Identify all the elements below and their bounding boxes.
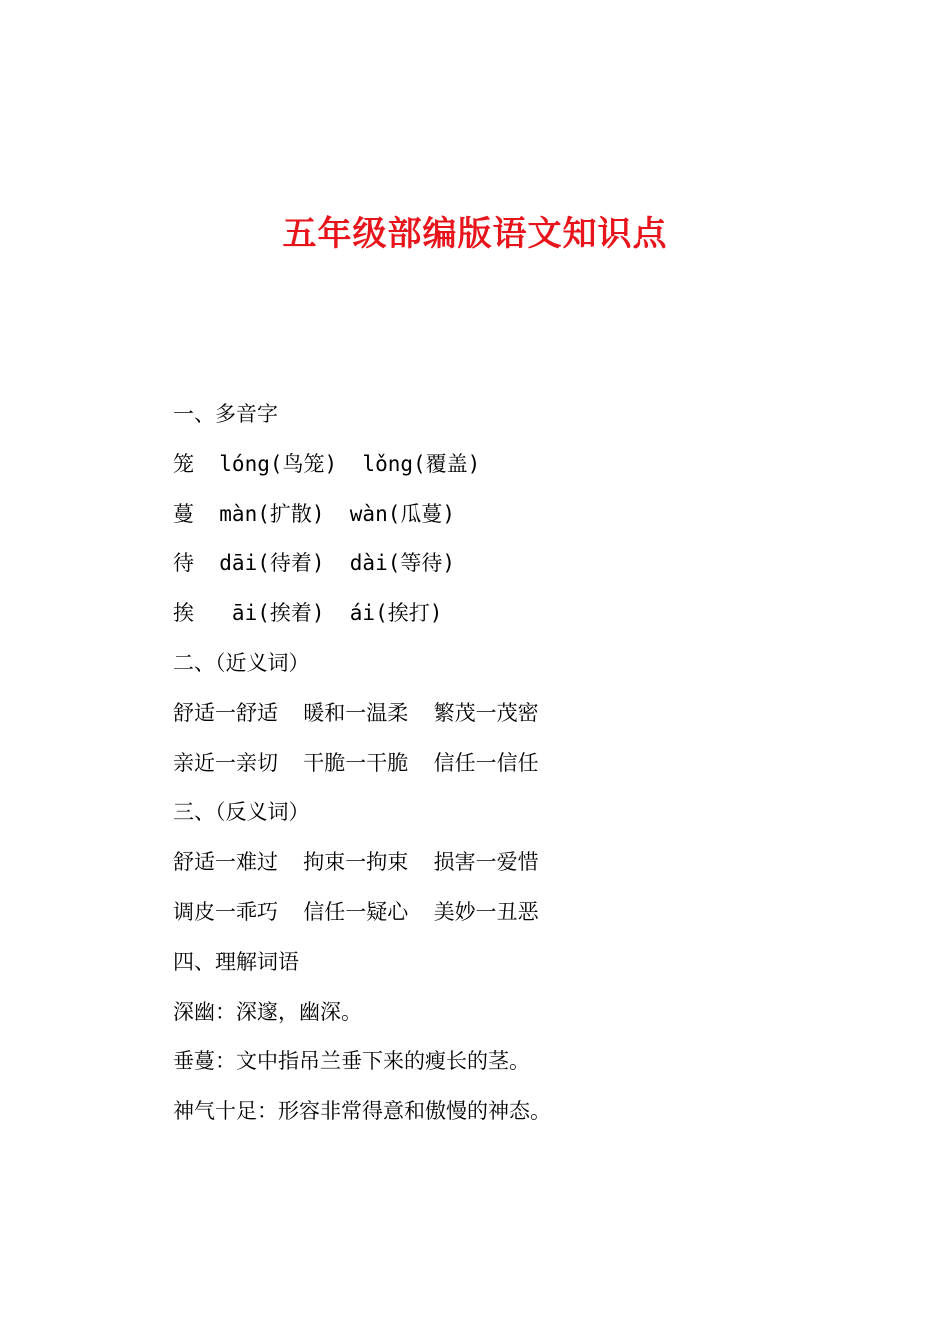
polyphonic-entry-man: 蔓 màn(扩散) wàn(瓜蔓) <box>173 501 456 526</box>
document-body <box>173 397 873 1144</box>
polyphonic-entry-long: 笼 lóng(鸟笼) lǒng(覆盖) <box>173 451 481 476</box>
synonyms-row-1: 舒适一舒适 暖和一温柔 繁茂一茂密 <box>173 700 539 725</box>
polyphonic-entry-ai: 挨 āi(挨着) ái(挨打) <box>173 601 443 626</box>
section-heading-vocabulary: 四、理解词语 <box>173 949 299 974</box>
section-heading-polyphonic: 一、多音字 <box>173 402 278 426</box>
synonyms-row-2: 亲近一亲切 干脆一干脆 信任一信任 <box>173 750 539 775</box>
antonyms-row-2: 调皮一乖巧 信任一疑心 美妙一丑恶 <box>173 899 539 924</box>
section-heading-antonyms: 三、（反义词） <box>173 800 310 825</box>
polyphonic-entry-dai: 待 dāi(待着) dài(等待) <box>173 551 456 576</box>
vocabulary-definition-2: 垂蔓：文中指吊兰垂下来的瘦长的茎。 <box>173 1049 530 1074</box>
vocabulary-definition-1: 深幽：深邃，幽深。 <box>173 999 362 1024</box>
document-title: 五年级部编版语文知识点 <box>282 214 668 254</box>
vocabulary-definition-3: 神气十足：形容非常得意和傲慢的神态。 <box>173 1099 551 1124</box>
section-heading-synonyms: 二、（近义词） <box>173 650 310 675</box>
antonyms-row-1: 舒适一难过 拘束一拘束 损害一爱惜 <box>173 850 539 875</box>
